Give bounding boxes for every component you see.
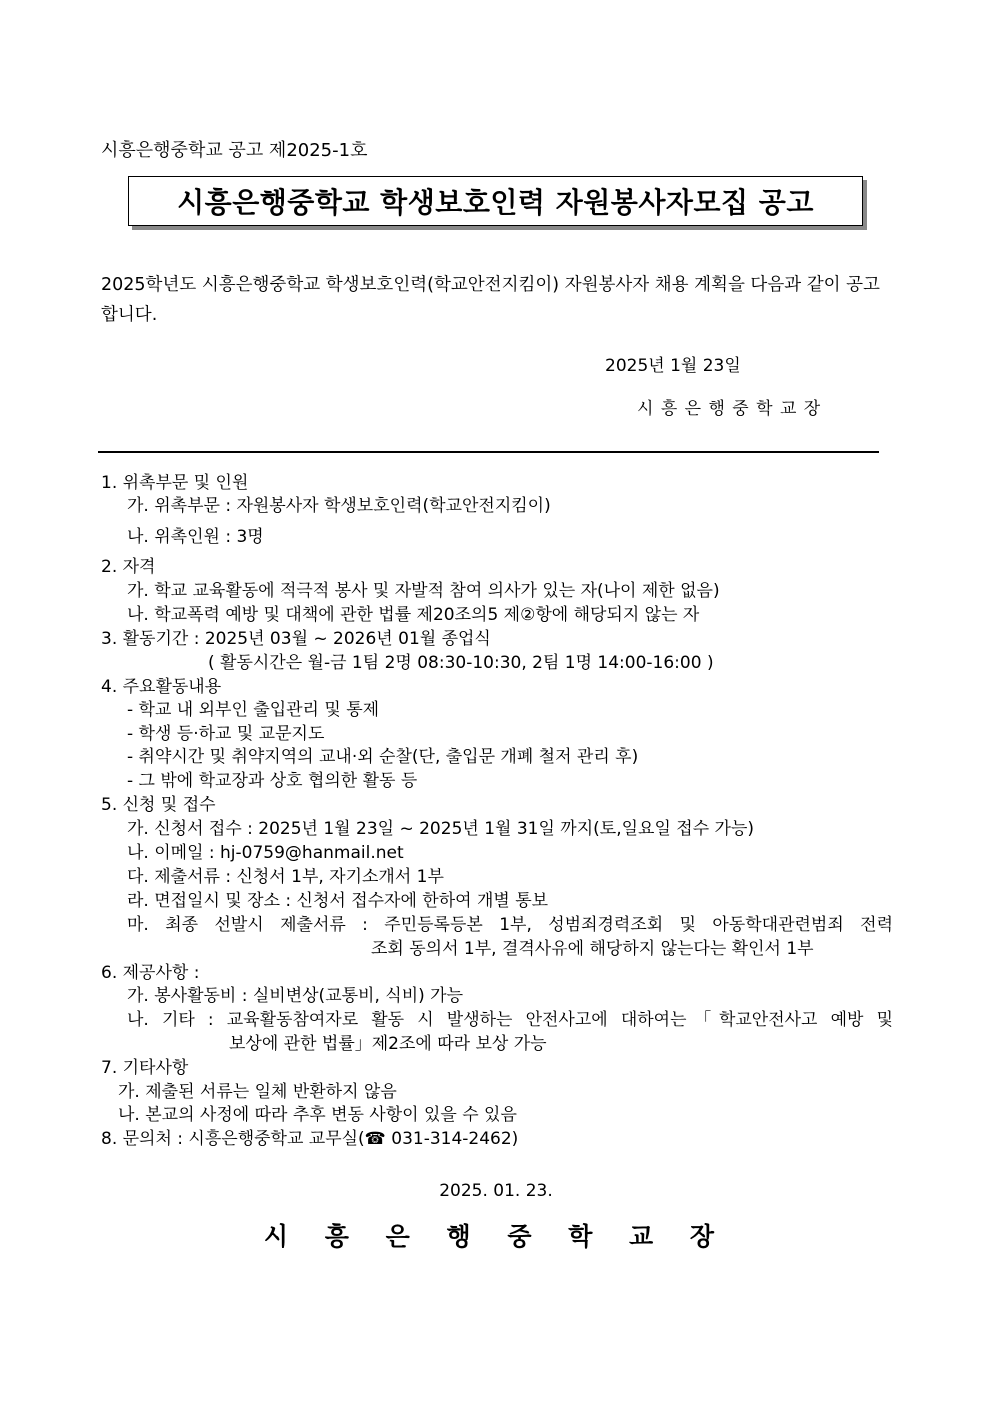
section-heading: 6. 제공사항 : <box>101 963 200 983</box>
section-item: - 취약시간 및 취약지역의 교내·외 순찰(단, 출입문 개폐 철저 관리 후) <box>127 747 639 767</box>
section-item: 나. 위촉인원 : 3명 <box>127 527 264 547</box>
section-heading: 7. 기타사항 <box>101 1058 189 1078</box>
section-item: 나. 기타 : 교육활동참여자로 활동 시 발생하는 안전사고에 대하여는「학교안전사고 예방 및 <box>127 1010 893 1030</box>
section-item: 가. 신청서 접수 : 2025년 1월 23일 ~ 2025년 1월 31일 까지(토,일요일 접수 가능) <box>127 819 754 839</box>
section-item: ( 활동시간은 월-금 1팀 2명 08:30-10:30, 2팀 1명 14:00-16:00 ) <box>208 653 714 673</box>
section-heading: 8. 문의처 : 시흥은행중학교 교무실(☎ 031-314-2462) <box>101 1129 519 1149</box>
section-item-continued: 조회 동의서 1부, 결격사유에 해당하지 않는다는 확인서 1부 <box>371 939 814 959</box>
section-item: 가. 위촉부문 : 자원봉사자 학생보호인력(학교안전지킴이) <box>127 496 551 516</box>
section-heading: 5. 신청 및 접수 <box>101 795 216 815</box>
section-item: - 그 밖에 학교장과 상호 협의한 활동 등 <box>127 771 418 791</box>
notice-number: 시흥은행중학교 공고 제2025-1호 <box>101 140 368 161</box>
footer-date: 2025. 01. 23. <box>439 1181 553 1201</box>
section-item: - 학교 내 외부인 출입관리 및 통제 <box>127 700 380 720</box>
divider-rule <box>98 451 879 453</box>
intro-issuer: 시 흥 은 행 중 학 교 장 <box>637 399 822 419</box>
section-item: 가. 제출된 서류는 일체 반환하지 않음 <box>118 1082 397 1102</box>
notice-title: 시흥은행중학교 학생보호인력 자원봉사자모집 공고 <box>177 186 814 219</box>
footer-issuer: 시 흥 은 행 중 학 교 장 <box>263 1222 729 1251</box>
section-heading: 2. 자격 <box>101 557 156 577</box>
section-item: 가. 학교 교육활동에 적극적 봉사 및 자발적 참여 의사가 있는 자(나이 제한 없음) <box>127 581 720 601</box>
section-item: 나. 본교의 사정에 따라 추후 변동 사항이 있을 수 있음 <box>118 1105 517 1125</box>
section-item: 나. 이메일 : hj-0759@hanmail.net <box>127 843 404 863</box>
section-item: 다. 제출서류 : 신청서 1부, 자기소개서 1부 <box>127 867 444 887</box>
section-heading: 4. 주요활동내용 <box>101 677 222 697</box>
section-heading: 1. 위촉부문 및 인원 <box>101 473 249 493</box>
notice-title-box <box>128 176 863 226</box>
section-item-continued: 보상에 관한 법률」제2조에 따라 보상 가능 <box>229 1034 547 1054</box>
section-item: 마. 최종 선발시 제출서류 : 주민등록등본 1부, 성범죄경력조회 및 아동학대관련범죄 전력 <box>127 915 893 935</box>
section-item: - 학생 등·하교 및 교문지도 <box>127 724 325 744</box>
intro-paragraph: 2025학년도 시흥은행중학교 학생보호인력(학교안전지킴이) 자원봉사자 채용 계획을 다음과 같이 공고합니다. <box>101 275 880 325</box>
section-heading: 3. 활동기간 : 2025년 03월 ~ 2026년 01월 종업식 <box>101 629 491 649</box>
intro-date: 2025년 1월 23일 <box>605 356 741 376</box>
section-item: 라. 면접일시 및 장소 : 신청서 접수자에 한하여 개별 통보 <box>127 891 549 911</box>
section-item: 가. 봉사활동비 : 실비변상(교통비, 식비) 가능 <box>127 986 463 1006</box>
section-item: 나. 학교폭력 예방 및 대책에 관한 법률 제20조의5 제②항에 해당되지 않는 자 <box>127 605 700 625</box>
